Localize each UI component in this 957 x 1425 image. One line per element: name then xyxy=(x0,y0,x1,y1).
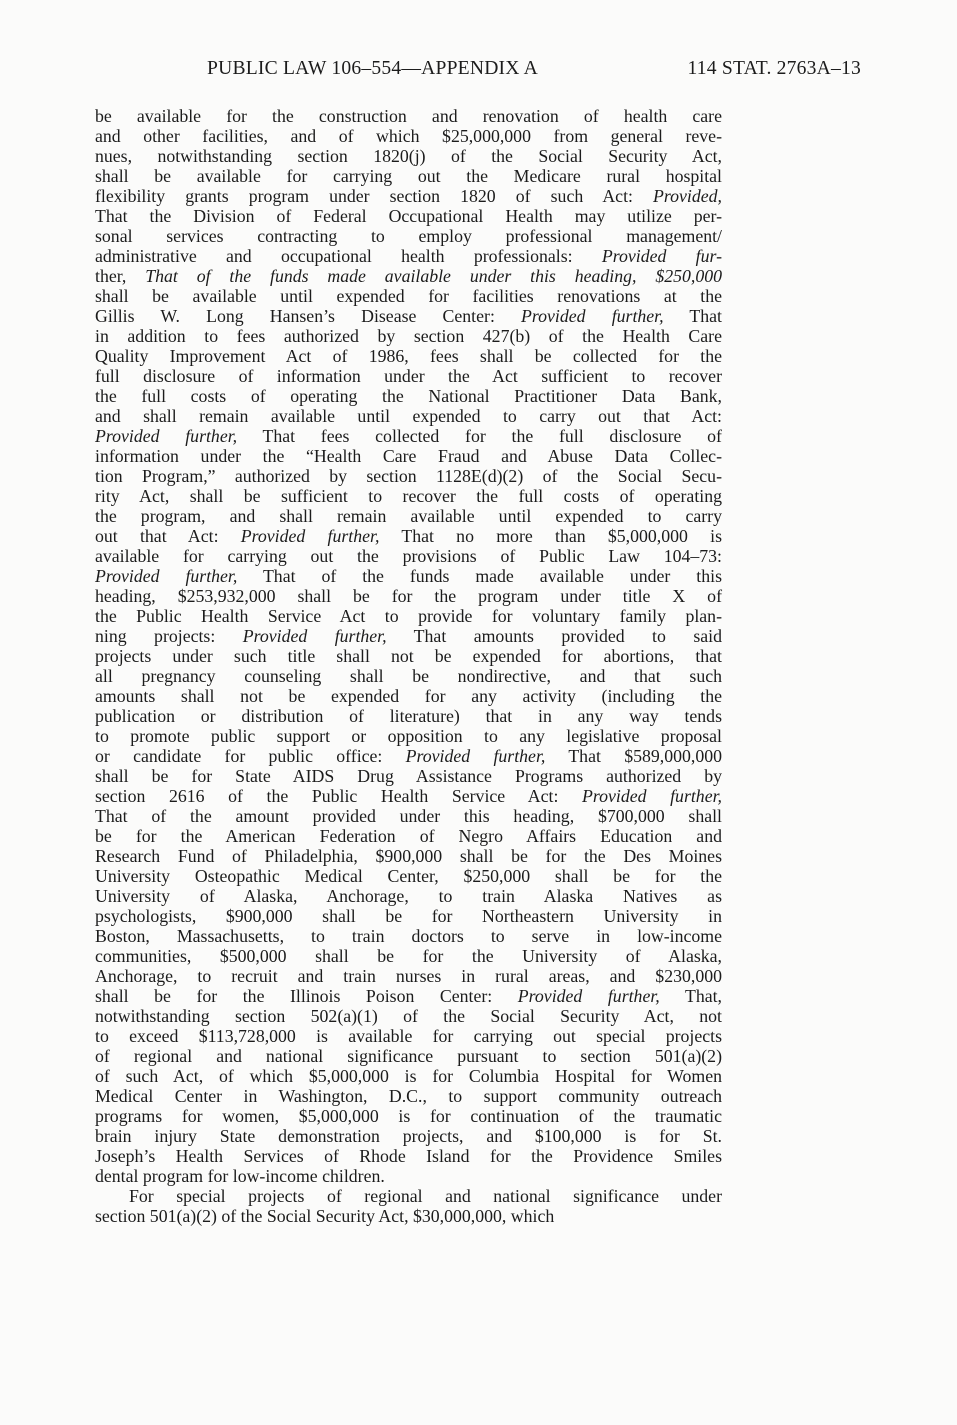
text-run: tion Program,” authorized by section 1128E(d)(2) of the Social Secu- xyxy=(95,466,722,486)
text-run: shall be available for carrying out the Medicare rural hospital xyxy=(95,166,722,186)
text-run: shall be for State AIDS Drug Assistance Programs authorized by xyxy=(95,766,722,786)
text-line xyxy=(95,626,722,646)
text-line xyxy=(95,306,722,326)
text-line xyxy=(95,586,722,606)
text-run: be for the American Federation of Negro Affairs Education and xyxy=(95,826,722,846)
text-line xyxy=(95,706,722,726)
text-run: That amounts provided to said xyxy=(386,626,722,646)
text-run: nues, notwithstanding section 1820(j) of the Social Security Act, xyxy=(95,146,722,166)
text-run: That xyxy=(663,306,722,326)
text-line xyxy=(95,266,722,286)
text-line xyxy=(95,646,722,666)
italic-phrase: Provided further, xyxy=(582,786,722,806)
text-run: University of Alaska, Anchorage, to train Alaska Natives as xyxy=(95,886,722,906)
italic-phrase: Provided, xyxy=(653,186,722,206)
text-line xyxy=(95,806,722,826)
text-line xyxy=(95,1146,722,1166)
text-line xyxy=(95,1066,722,1086)
text-line xyxy=(95,386,722,406)
text-run: available for carrying out the provisions of Public Law 104–73: xyxy=(95,546,722,566)
text-run: communities, $500,000 shall be for the University of Alaska, xyxy=(95,946,722,966)
text-line xyxy=(95,606,722,626)
text-run: brain injury State demonstration projects, and $100,000 is for St. xyxy=(95,1126,722,1146)
text-run: That the Division of Federal Occupational Health may utilize per- xyxy=(95,206,722,226)
text-run: to promote public support or opposition to any legislative proposal xyxy=(95,726,722,746)
text-line xyxy=(95,1026,722,1046)
text-run: projects under such title shall not be expended for abortions, that xyxy=(95,646,722,666)
text-line xyxy=(95,346,722,366)
text-line xyxy=(95,206,722,226)
italic-phrase: Provided further, xyxy=(242,626,387,646)
text-line xyxy=(95,406,722,426)
body-text xyxy=(95,106,722,1226)
text-line xyxy=(95,126,722,146)
text-run: or candidate for public office: xyxy=(95,746,406,766)
text-run: out that Act: xyxy=(95,526,241,546)
text-run: Gillis W. Long Hansen’s Disease Center: xyxy=(95,306,522,326)
text-run: be available for the construction and renovation of health care xyxy=(95,106,722,126)
text-run: heading, $253,932,000 shall be for the program under title X of xyxy=(95,586,722,606)
text-run: Joseph’s Health Services of Rhode Island for the Providence Smiles xyxy=(95,1146,722,1166)
text-line xyxy=(95,726,722,746)
text-run: notwithstanding section 502(a)(1) of the Social Security Act, not xyxy=(95,1006,722,1026)
text-run: publication or distribution of literature) that in any way tends xyxy=(95,706,722,726)
italic-phrase: That of the funds made available under this heading, $250,000 xyxy=(126,266,722,286)
italic-phrase: Provided further, xyxy=(95,426,238,446)
text-run: psychologists, $900,000 shall be for Northeastern University in xyxy=(95,906,722,926)
text-run: amounts shall not be expended for any activity (including the xyxy=(95,686,722,706)
text-line xyxy=(95,666,722,686)
text-line xyxy=(95,746,722,766)
text-run: ther, xyxy=(95,266,127,286)
text-line xyxy=(95,1106,722,1126)
text-line xyxy=(95,846,722,866)
text-line xyxy=(95,166,722,186)
text-line xyxy=(95,106,722,126)
text-run: shall be available until expended for facilities renovations at the xyxy=(95,286,722,306)
text-line xyxy=(95,486,722,506)
text-line xyxy=(95,426,722,446)
running-head-title: PUBLIC LAW 106–554—APPENDIX A xyxy=(207,58,538,79)
text-run: rity Act, shall be sufficient to recover the full costs of operating xyxy=(95,486,722,506)
text-run: administrative and occupational health professionals: xyxy=(95,246,602,266)
text-run: section 2616 of the Public Health Service Act: xyxy=(95,786,582,806)
text-run: and other facilities, and of which $25,000,000 from general reve- xyxy=(95,126,722,146)
text-line xyxy=(95,686,722,706)
text-line xyxy=(95,946,722,966)
text-run: Anchorage, to recruit and train nurses in rural areas, and $230,000 xyxy=(95,966,722,986)
text-run: Quality Improvement Act of 1986, fees shall be collected for the xyxy=(95,346,722,366)
text-line xyxy=(95,886,722,906)
text-run: dental program for low-income children. xyxy=(95,1166,385,1186)
text-run: of regional and national significance pursuant to section 501(a)(2) xyxy=(95,1046,722,1066)
italic-phrase: Provided further, xyxy=(521,306,664,326)
text-run: That no more than $5,000,000 is xyxy=(379,526,722,546)
text-run: That fees collected for the full disclosure of xyxy=(237,426,722,446)
text-run: University Osteopathic Medical Center, $250,000 shall be for the xyxy=(95,866,722,886)
text-run: That of the amount provided under this heading, $700,000 shall xyxy=(95,806,722,826)
text-line xyxy=(95,326,722,346)
text-line xyxy=(95,186,722,206)
text-line xyxy=(95,146,722,166)
text-run: full disclosure of information under the Act sufficient to recover xyxy=(95,366,722,386)
text-line xyxy=(95,906,722,926)
text-line xyxy=(95,1046,722,1066)
text-run: the program, and shall remain available until expended to carry xyxy=(95,506,722,526)
text-run: section 501(a)(2) of the Social Security Act, $30,000,000, which xyxy=(95,1206,555,1226)
text-line xyxy=(95,566,722,586)
text-line xyxy=(95,506,722,526)
text-line xyxy=(95,786,722,806)
text-run: Boston, Massachusetts, to train doctors to serve in low-income xyxy=(95,926,722,946)
text-line xyxy=(95,246,722,266)
text-run: flexibility grants program under section 1820 of such Act: xyxy=(95,186,654,206)
text-run: programs for women, $5,000,000 is for continuation of the traumatic xyxy=(95,1106,722,1126)
text-run: shall be for the Illinois Poison Center: xyxy=(95,986,518,1006)
text-line xyxy=(95,466,722,486)
text-run: Research Fund of Philadelphia, $900,000 shall be for the Des Moines xyxy=(95,846,722,866)
italic-phrase: Provided further, xyxy=(95,566,238,586)
text-run: in addition to fees authorized by section 427(b) of the Health Care xyxy=(95,326,722,346)
text-run: For special projects of regional and national significance under xyxy=(129,1186,722,1206)
text-line xyxy=(95,1166,722,1186)
text-run: the full costs of operating the National Practitioner Data Bank, xyxy=(95,386,722,406)
text-run: That of the funds made available under this xyxy=(237,566,722,586)
text-run: all pregnancy counseling shall be nondirective, and that such xyxy=(95,666,722,686)
text-line xyxy=(95,1186,722,1206)
text-line xyxy=(95,286,722,306)
text-run: sonal services contracting to employ professional management/ xyxy=(95,226,722,246)
text-run: Medical Center in Washington, D.C., to support community outreach xyxy=(95,1086,722,1106)
text-line xyxy=(95,446,722,466)
italic-phrase: Provided fur- xyxy=(601,246,722,266)
text-line xyxy=(95,866,722,886)
italic-phrase: Provided further, xyxy=(240,526,380,546)
italic-phrase: Provided further, xyxy=(405,746,546,766)
text-line xyxy=(95,966,722,986)
text-line xyxy=(95,826,722,846)
text-line xyxy=(95,1126,722,1146)
text-run: information under the “Health Care Fraud and Abuse Data Collec- xyxy=(95,446,722,466)
text-line xyxy=(95,1086,722,1106)
text-line xyxy=(95,1206,722,1226)
text-line xyxy=(95,226,722,246)
text-line xyxy=(95,1006,722,1026)
text-run: of such Act, of which $5,000,000 is for Columbia Hospital for Women xyxy=(95,1066,722,1086)
text-line xyxy=(95,986,722,1006)
running-head xyxy=(207,58,861,86)
text-line xyxy=(95,526,722,546)
text-line xyxy=(95,926,722,946)
text-run: the Public Health Service Act to provide for voluntary family plan- xyxy=(95,606,722,626)
text-run: ning projects: xyxy=(95,626,243,646)
text-line xyxy=(95,366,722,386)
text-run: to exceed $113,728,000 is available for carrying out special projects xyxy=(95,1026,722,1046)
italic-phrase: Provided further, xyxy=(517,986,660,1006)
text-line xyxy=(95,766,722,786)
running-head-page-ref: 114 STAT. 2763A–13 xyxy=(687,58,861,79)
text-line xyxy=(95,546,722,566)
text-run: That, xyxy=(659,986,722,1006)
text-run: That $589,000,000 xyxy=(545,746,722,766)
text-run: and shall remain available until expended to carry out that Act: xyxy=(95,406,722,426)
